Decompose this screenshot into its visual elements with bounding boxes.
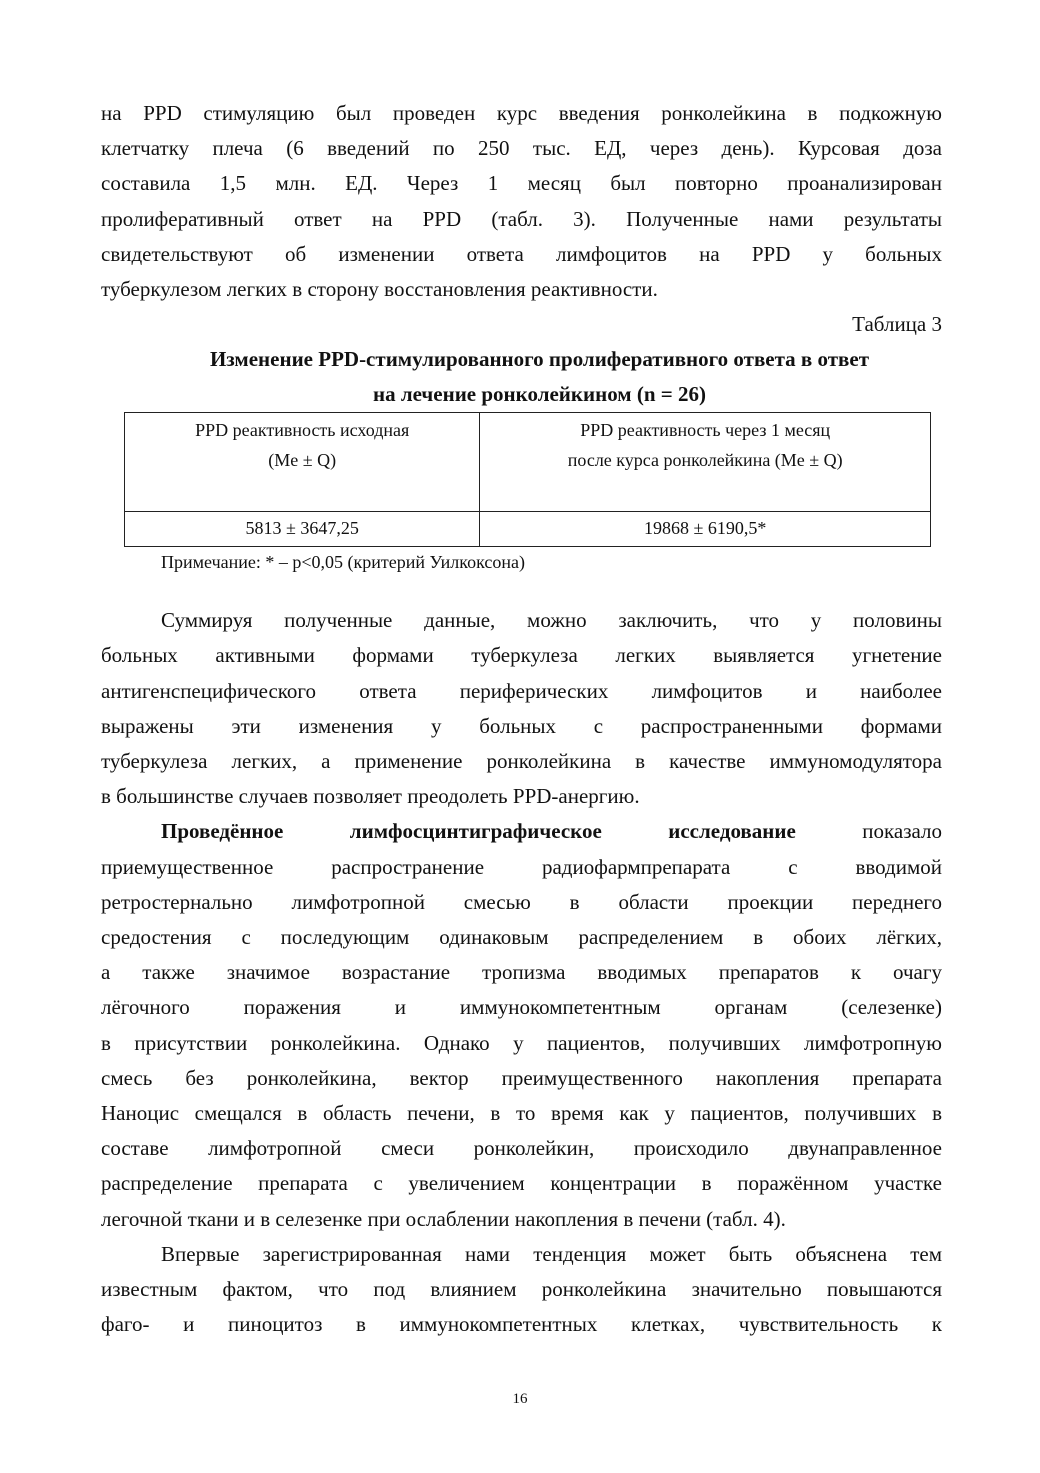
- paragraph-line: на PPD стимуляцию был проведен курс введения ронколейкина в подкожную: [101, 101, 942, 125]
- paragraph-line: средостения с последующим одинаковым распределением в обоих лёгких,: [101, 925, 942, 950]
- paragraph-line: известным фактом, что под влиянием ронколейкина значительно повышаются: [101, 1277, 942, 1302]
- paragraph-4: [101, 1237, 942, 1343]
- paragraph-line: антигенспецифического ответа периферических лимфоцитов и наиболее: [101, 678, 942, 703]
- header-text: PPD реактивность через 1 месяц: [580, 420, 831, 441]
- spacer: [101, 577, 942, 603]
- header-text: (Me ± Q): [268, 450, 337, 471]
- paragraph-1: [101, 96, 942, 307]
- table-header-row: [125, 413, 931, 512]
- paragraph-line: Впервые зарегистрированная нами тенденция может быть объяснена тем: [161, 1241, 942, 1266]
- paragraph-line: выражены эти изменения у больных с распространенными формами: [101, 713, 942, 738]
- paragraph-line: Суммируя полученные данные, можно заключить, что у половины: [161, 608, 942, 633]
- paragraph-line: пролиферативный ответ на PPD (табл. 3). Полученные нами результаты: [101, 206, 942, 231]
- paragraph-line: туберкулезом легких в сторону восстановления реактивности.: [101, 277, 658, 302]
- paragraph-line: смесь без ронколейкина, вектор преимущественного накопления препарата: [101, 1065, 942, 1090]
- header-text: PPD реактивность исходная: [195, 420, 410, 441]
- paragraph-line: свидетельствуют об изменении ответа лимфоцитов на PPD у больных: [101, 241, 942, 266]
- table-cell-after-treatment-value: 19868 ± 6190,5*: [480, 512, 931, 547]
- table-header-cell-after-treatment: [480, 413, 931, 512]
- table-title-line-2: на лечение ронколейкином (n = 26): [373, 382, 706, 407]
- header-text: после курса ронколейкина (Me ± Q): [567, 450, 843, 471]
- table-title-line-1: Изменение PPD-стимулированного пролиферативного ответа в ответ: [209, 347, 870, 372]
- paragraph-line: [101, 814, 942, 849]
- results-table: [124, 412, 931, 547]
- paragraph-line: составила 1,5 млн. ЕД. Через 1 месяц был повторно проанализирован: [101, 171, 942, 196]
- paragraph-line: легочной ткани и в селезенке при ослаблении накопления в печени (табл. 4).: [101, 1206, 786, 1231]
- table-note: Примечание: * – p<0,05 (критерий Уилкоксона): [161, 552, 526, 573]
- paragraph-line: больных активными формами туберкулеза легких выявляется угнетение: [101, 643, 942, 668]
- paragraph-line: ретростернально лимфотропной смесью в области проекции переднего: [101, 889, 942, 914]
- paragraph-line: лёгочного поражения и иммунокомпетентным органам (селезенке): [101, 995, 942, 1020]
- paragraph-line: в большинстве случаев позволяет преодолеть PPD-анергию.: [101, 784, 640, 809]
- paragraph-line: а также значимое возрастание тропизма вводимых препаратов к очагу: [101, 960, 942, 985]
- paragraph-line: приемущественное распространение радиофармпрепарата с вводимой: [101, 854, 942, 879]
- paragraph-2: [101, 603, 942, 814]
- document-page: [101, 96, 942, 1342]
- bold-lead: Проведённое лимфосцинтиграфическое исследование: [161, 819, 796, 844]
- line-rest: показало: [862, 819, 942, 844]
- table-row: [125, 512, 931, 547]
- paragraph-line: Наноцис смещался в область печени, в то время как у пациентов, получивших в: [101, 1101, 942, 1126]
- paragraph-3: [101, 814, 942, 1236]
- table-label: Таблица 3: [852, 312, 942, 337]
- table-header-cell-baseline: [125, 413, 480, 512]
- paragraph-line: клетчатку плеча (6 введений по 250 тыс. ЕД, через день). Курсовая доза: [101, 136, 942, 161]
- paragraph-line: распределение препарата с увеличением концентрации в поражённом участке: [101, 1171, 942, 1196]
- page-number: 16: [512, 1391, 528, 1407]
- paragraph-line: фаго- и пиноцитоз в иммунокомпетентных клетках, чувствительность к: [101, 1312, 942, 1337]
- table-cell-baseline-value: 5813 ± 3647,25: [125, 512, 480, 547]
- paragraph-line: в присутствии ронколейкина. Однако у пациентов, получивших лимфотропную: [101, 1030, 942, 1055]
- paragraph-line: составе лимфотропной смеси ронколейкин, происходило двунаправленное: [101, 1136, 942, 1161]
- paragraph-line: туберкулеза легких, а применение ронколейкина в качестве иммуномодулятора: [101, 749, 942, 774]
